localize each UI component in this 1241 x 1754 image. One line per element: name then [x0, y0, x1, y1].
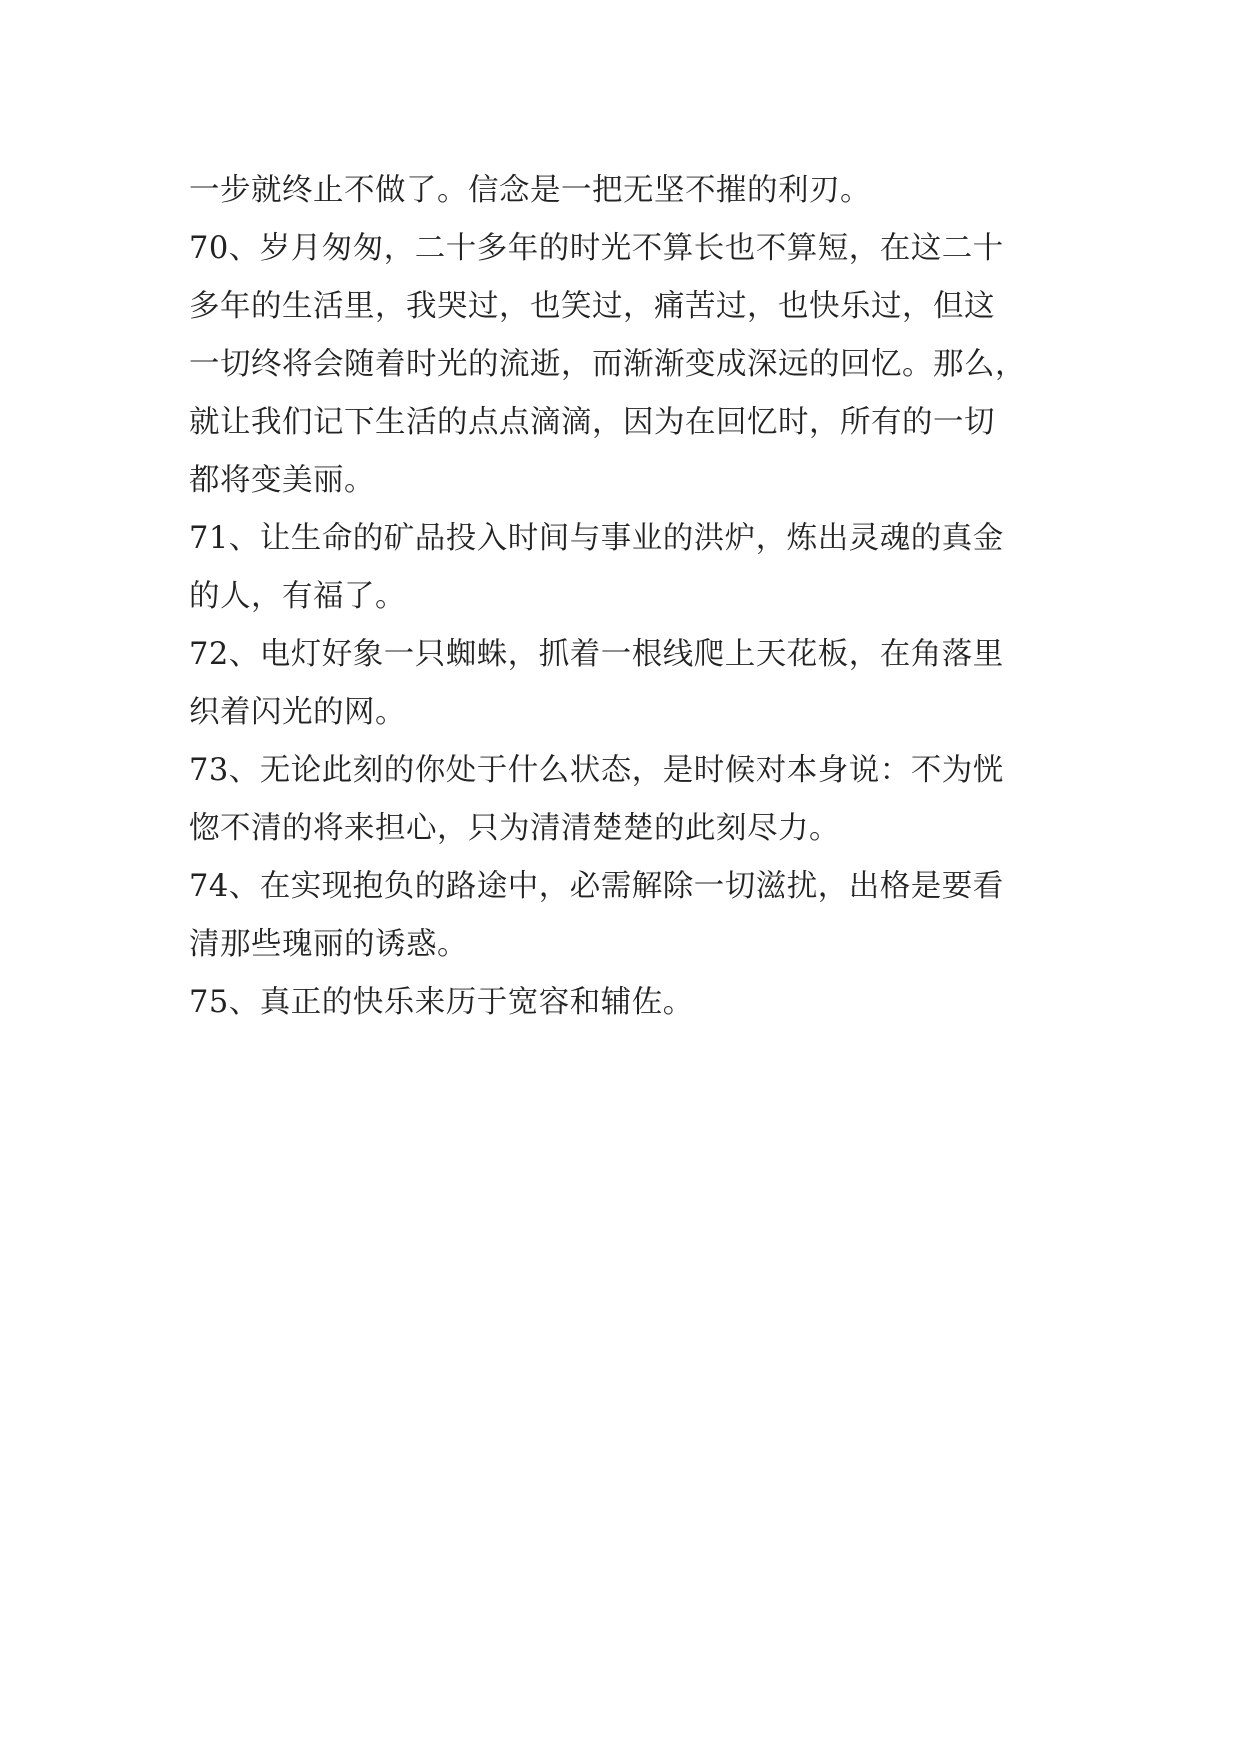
text-line: 就让我们记下生活的点点滴滴，因为在回忆时，所有的一切 [189, 405, 995, 440]
text-line: 一切终将会随着时光的流逝，而渐渐变成深远的回忆。那么， [189, 347, 1026, 382]
text-line: 一步就终止不做了。信念是一把无坚不摧的利刃。 [189, 173, 871, 208]
text-line: 72、电灯好象一只蜘蛛，抓着一根线爬上天花板，在角落里 [189, 637, 1004, 672]
text-line: 织着闪光的网。 [189, 695, 406, 730]
text-line: 多年的生活里，我哭过，也笑过，痛苦过，也快乐过，但这 [189, 289, 995, 324]
text-line: 71、让生命的矿品投入时间与事业的洪炉，炼出灵魂的真金 [189, 521, 1004, 556]
text-line: 惚不清的将来担心，只为清清楚楚的此刻尽力。 [189, 811, 840, 846]
document-body [189, 162, 1061, 1032]
text-line: 70、岁月匆匆，二十多年的时光不算长也不算短，在这二十 [189, 231, 1004, 266]
text-line: 的人，有福了。 [189, 579, 406, 614]
text-line: 73、无论此刻的你处于什么状态，是时候对本身说：不为恍 [189, 753, 1004, 788]
text-line: 75、真正的快乐来历于宽容和辅佐。 [189, 985, 694, 1020]
text-line: 清那些瑰丽的诱惑。 [189, 927, 468, 962]
text-line: 都将变美丽。 [189, 463, 375, 498]
text-line: 74、在实现抱负的路途中，必需解除一切滋扰，出格是要看 [189, 869, 1004, 904]
